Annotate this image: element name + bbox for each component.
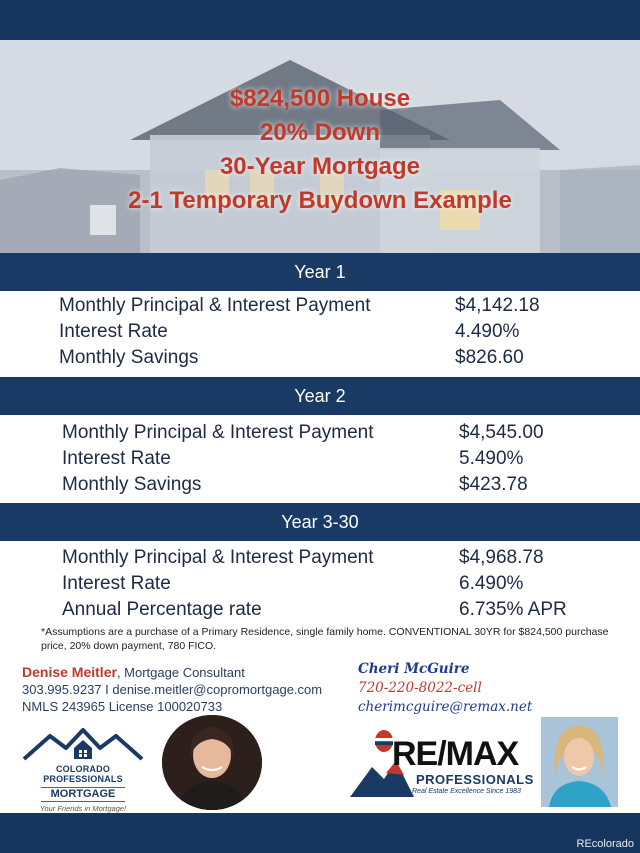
table-row — [0, 599, 640, 625]
remax-tagline: Real Estate Excellence Since 1983 — [412, 788, 521, 795]
row-value: 5.490% — [459, 448, 524, 469]
table-row — [0, 573, 640, 599]
section-header-year-3-30: Year 3-30 — [0, 503, 640, 541]
agent-name-line — [22, 664, 322, 681]
hero-title-line: $824,500 House — [229, 85, 411, 112]
row-value: $423.78 — [459, 474, 528, 495]
realtor-name: Cheri McGuire — [358, 661, 470, 677]
remax-wordmark: RE/MAX — [392, 735, 519, 773]
row-value: $4,968.78 — [459, 547, 544, 568]
agent-mortgage-consultant — [22, 664, 322, 715]
row-label: Annual Percentage rate — [62, 599, 262, 620]
hero-title — [0, 82, 640, 218]
table-row — [0, 448, 640, 474]
cpm-logo — [18, 726, 148, 813]
row-label: Monthly Savings — [62, 474, 202, 495]
bottom-band — [0, 813, 640, 853]
agent-photo-denise — [162, 715, 262, 810]
section-header-year-2: Year 2 — [0, 377, 640, 415]
row-label: Monthly Savings — [59, 347, 199, 368]
row-value: $4,142.18 — [455, 295, 540, 316]
agent-license: NMLS 243965 License 100020733 — [22, 699, 223, 714]
agent-photo-cheri — [541, 717, 618, 807]
section-header-year-1: Year 1 — [0, 253, 640, 291]
hero-banner — [0, 40, 640, 253]
table-row — [0, 474, 640, 500]
row-value: 4.490% — [455, 321, 520, 342]
row-label: Interest Rate — [62, 448, 171, 469]
agent-title: , Mortgage Consultant — [116, 665, 245, 680]
table-row — [0, 295, 640, 321]
top-band — [0, 0, 640, 40]
section-rows-year-2 — [0, 422, 640, 500]
realtor-phone: 720-220-8022-cell — [358, 680, 482, 696]
hero-title-line: 20% Down — [259, 119, 381, 146]
portrait-avatar-icon — [541, 717, 618, 807]
agent-realtor — [358, 660, 532, 717]
realtor-email: cherimcguire@remax.net — [358, 699, 533, 715]
cpm-tagline: Your Friends in Mortgage! — [39, 804, 127, 813]
watermark: REcolorado — [576, 838, 634, 850]
table-row — [0, 422, 640, 448]
row-label: Interest Rate — [62, 573, 171, 594]
row-value: 6.735% APR — [459, 599, 567, 620]
table-row — [0, 321, 640, 347]
row-value: $826.60 — [455, 347, 524, 368]
row-label: Monthly Principal & Interest Payment — [62, 422, 374, 443]
assumptions-footnote: *Assumptions are a purchase of a Primary Residence, single family home. CONVENTIONAL 30YR for $824,500 purchase price, 20% down payment, 780 FICO. — [41, 626, 609, 652]
agent-contact: 303.995.9237 I denise.meitler@copromortgage.com — [22, 682, 323, 697]
agent-name: Denise Meitler — [22, 664, 117, 680]
section-rows-year-3-30 — [0, 547, 640, 625]
row-value: 6.490% — [459, 573, 524, 594]
row-label: Monthly Principal & Interest Payment — [59, 295, 371, 316]
cpm-line1: COLORADO PROFESSIONALS — [43, 764, 123, 784]
remax-subtitle: PROFESSIONALS — [416, 772, 534, 787]
mountain-house-icon — [20, 726, 146, 762]
section-rows-year-1 — [0, 295, 640, 373]
row-label: Monthly Principal & Interest Payment — [62, 547, 374, 568]
hero-title-line: 30-Year Mortgage — [219, 153, 421, 180]
table-row — [0, 347, 640, 373]
portrait-avatar-icon — [162, 715, 262, 810]
cpm-line2: MORTGAGE — [41, 787, 126, 802]
row-value: $4,545.00 — [459, 422, 544, 443]
table-row — [0, 547, 640, 573]
row-label: Interest Rate — [59, 321, 168, 342]
remax-logo — [348, 727, 534, 803]
hero-title-line: 2-1 Temporary Buydown Example — [128, 187, 512, 214]
